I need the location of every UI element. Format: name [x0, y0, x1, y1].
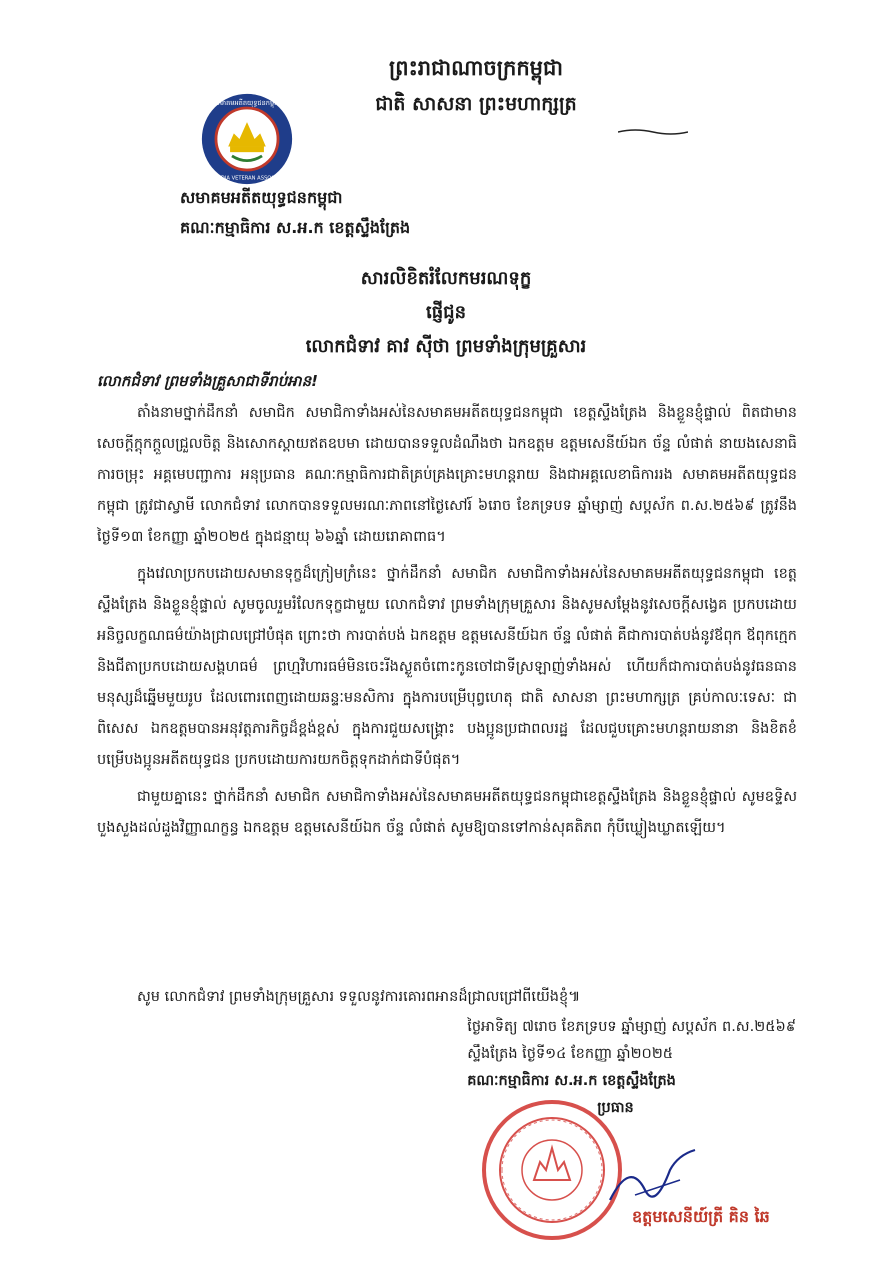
- association-logo: [200, 92, 294, 186]
- letter-title: [0, 262, 892, 364]
- national-motto: ជាតិ សាសនា ព្រះមហាក្សត្រ: [375, 93, 577, 115]
- kingdom-name: ព្រះរាជាណាចក្រកម្ពុជា: [388, 56, 563, 80]
- title-line-2: ផ្ញើជូន: [426, 302, 466, 323]
- ornament-divider: [618, 128, 688, 136]
- body-paragraph: ក្នុងវេលាប្រកបដោយសមានទុក្ខដ៏ក្រៀមក្រំនេះ ថ្នាក់ដឹកនាំ សមាជិក សមាជិកាទាំងអស់នៃសមាគមអតីតយុទ្ធជនកម្ពុជា ខេត្តស្ទឹងត្រែង និងខ្លួនខ្ញុំផ្ទាល់ សូមចូលរួមរំលែកទុក្ខជាមួយ លោកជំទាវ ព្រមទាំងក្រុមគ្រួសារ និងសូមសម្តែងនូវសេចក្តីសង្វេគ ប្រកបដោយអនិច្ចលក្ខណធម៌យ៉ាងជ្រាលជ្រៅបំផុត ព្រោះថា ការបាត់បង់ ឯកឧត្តម ឧត្តមសេនីយ៍ឯក ច័ន្ទ លំផាត់ គឺជាការបាត់បង់នូវឪពុក ឪពុកក្មេក និងជីតាប្រកបដោយសង្គហធម៌ ព្រហ្មវិហារធម៌មិនចេះរីងស្ងួតចំពោះកូនចៅជាទីស្រឡាញ់ទាំងអស់ ហើយក៏ជាការបាត់បង់នូវធនធានមនុស្សដ៏ឆ្នើមមួយរូប ដែលពោរពេញដោយឆន្ទៈមនសិការ ក្នុងការបម្រើបុព្វហេតុ ជាតិ សាសនា ព្រះមហាក្សត្រ គ្រប់កាលៈទេសៈ ជាពិសេស ឯកឧត្តមបានអនុវត្តភារកិច្ចដ៏ខ្ពង់ខ្ពស់ ក្នុងការជួយសង្គ្រោះ បងប្អូនប្រជាពលរដ្ឋ ដែលជួបគ្រោះមហន្តរាយនានា និងខិតខំបម្រើបងប្អូនអតីតយុទ្ធជន ប្រកបដោយការយកចិត្តទុកដាក់ជាទីបំផុត។: [97, 566, 797, 768]
- body-paragraph: ជាមួយគ្នានេះ ថ្នាក់ដឹកនាំ សមាជិក សមាជិកាទាំងអស់នៃសមាគមអតីតយុទ្ធជនកម្ពុជាខេត្តស្ទឹងត្រែង និងខ្លួនខ្ញុំផ្ទាល់ សូមឧទ្ទិសបួងសួងដល់ដួងវិញ្ញាណក្ខន្ធ ឯកឧត្តម ឧត្តមសេនីយ៍ឯក ច័ន្ទ លំផាត់ សូមឱ្យបានទៅកាន់សុគតិភព កុំបីឃ្លៀងឃ្លាតឡើយ។: [97, 789, 797, 836]
- letter-header: [0, 55, 892, 140]
- title-line-3: លោកជំទាវ គាវ ស៊ីថា ព្រមទាំងក្រុមគ្រួសារ: [305, 336, 587, 357]
- committee-name: គណៈកម្មាធិការ ស.អ.ក ខេត្តស្ទឹងត្រែង: [180, 218, 411, 237]
- body-paragraph: តាំងនាមថ្នាក់ដឹកនាំ សមាជិក សមាជិកាទាំងអស់នៃសមាគមអតីតយុទ្ធជនកម្ពុជា ខេត្តស្ទឹងត្រែង និងខ្លួនខ្ញុំផ្ទាល់ ពិតជាមានសេចក្តីក្តុកក្តួលជ្រួលចិត្ត និងសោកស្តាយឥតឧបមា ដោយបានទទួលដំណឹងថា ឯកឧត្តម ឧត្តមសេនីយ៍ឯក ច័ន្ទ លំផាត់ នាយងសេនាធិការចម្រុះ អគ្គមេបញ្ជាការ អនុប្រធាន គណៈកម្មាធិការជាតិគ្រប់គ្រងគ្រោះមហន្តរាយ និងជាអគ្គលេខាធិការរង សមាគមអតីតយុទ្ធជនកម្ពុជា ត្រូវជាស្វាមី លោកជំទាវ លោកបានទទួលមរណៈភាពនៅថ្ងៃសៅរ៍ ៦រោច ខែភទ្របទ ឆ្នាំម្សាញ់ សប្តស័ក ព.ស.២៥៦៩ ត្រូវនឹងថ្ងៃទី១៣ ខែកញ្ញា ឆ្នាំ២០២៥ ក្នុងជន្មាយុ ៦៦ឆ្នាំ ដោយរោគាពាធ។: [97, 405, 797, 545]
- signatory-organization: គណៈកម្មាធិការ ស.អ.ក ខេត្តស្ទឹងត្រែង: [467, 1073, 676, 1089]
- greeting: លោកជំទាវ ព្រមទាំងគ្រួសាជាទីរាប់អាន!: [97, 372, 318, 390]
- closing-line: សូម លោកជំទាវ ព្រមទាំងក្រុមគ្រួសារ ទទួលនូវការគោរពអានដ៏ជ្រាលជ្រៅពីយើងខ្ញុំ៕: [137, 989, 581, 1005]
- lunar-date: ថ្ងៃអាទិត្យ ៧រោច ខែភទ្របទ ឆ្នាំម្សាញ់ សប្តស័ក ព.ស.២៥៦៩: [467, 1019, 796, 1035]
- organization-name: សមាគមអតីតយុទ្ធជនកម្ពុជា: [180, 188, 343, 207]
- signatory-name: ឧត្តមសេនីយ៍ត្រី គិន ឆៃ: [632, 1207, 770, 1226]
- letter-body: [97, 398, 797, 850]
- title-line-1: សារលិខិតរំលែកមរណទុក្ខ: [360, 268, 532, 289]
- signatory-role: ប្រធាន: [597, 1100, 634, 1116]
- logo-bottom-text: CAMBODIA VETERAN ASSOCIATION: [201, 175, 293, 182]
- organization-block: [180, 183, 410, 243]
- logo-top-text: សមាគមអតីតយុទ្ធជនកម្ពុជា: [213, 99, 281, 108]
- solar-date: ស្ទឹងត្រែង ថ្ងៃទី១៤ ខែកញ្ញា ឆ្នាំ២០២៥: [467, 1046, 674, 1062]
